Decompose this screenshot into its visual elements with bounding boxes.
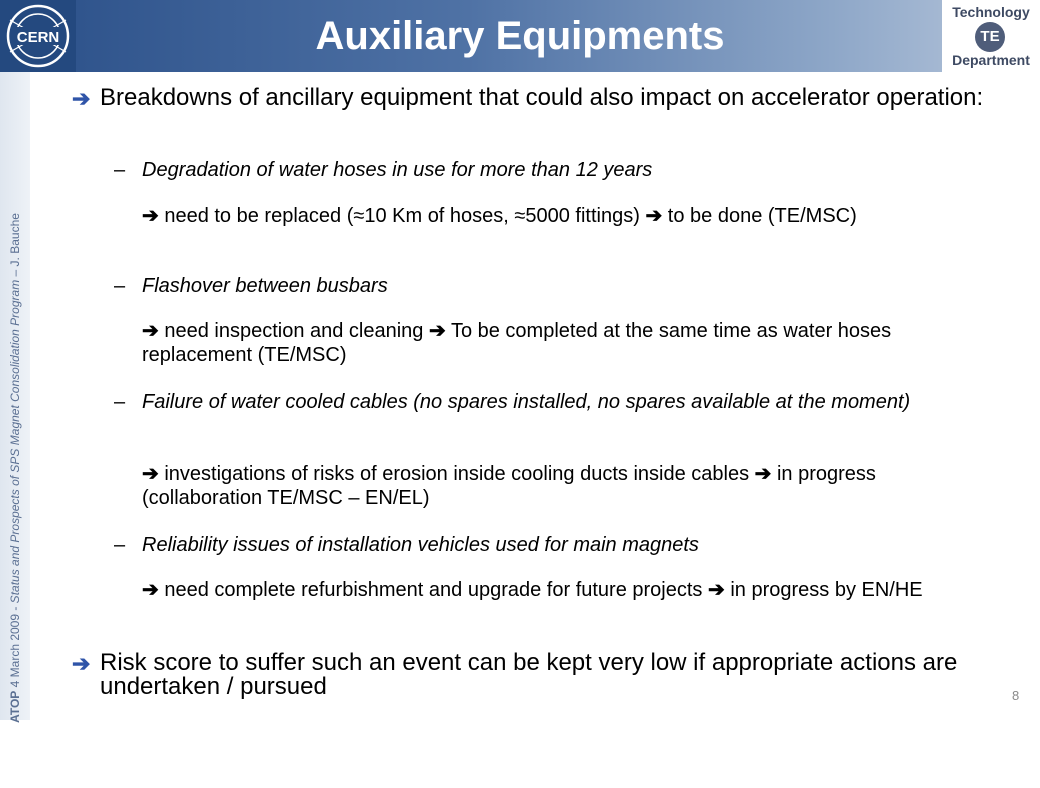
sub-item-2-detail (142, 319, 992, 367)
sub-item-3-heading: Failure of water cooled cables (no spares installed, no spares available at the moment) (142, 391, 911, 413)
main-bullet-2 (72, 651, 992, 699)
sub-item-2-detail-a: need inspection and cleaning (164, 320, 424, 342)
te-logo-line1: Technology (952, 4, 1030, 20)
dash-marker: – (114, 534, 126, 556)
sub-item-4-detail-a: need complete refurbishment and upgrade for future projects (164, 579, 703, 601)
sub-item-1-detail-b: to be done (TE/MSC) (667, 205, 857, 227)
sidebar-author: – J. Bauche (8, 213, 22, 280)
cern-logo-icon (0, 0, 76, 72)
te-logo-badge: TE (975, 22, 1005, 52)
dash-marker: – (114, 275, 126, 297)
bullet-arrow-icon: ➔ (72, 651, 91, 676)
main-bullet-1 (72, 86, 992, 110)
arrow-right-icon: ➔ (708, 579, 725, 601)
sidebar-talk-title: Status and Prospects of SPS Magnet Consolidation Program (8, 279, 22, 604)
sub-item-2-detail-b: To be completed at the same time as water hoses replacement (TE/MSC) (142, 320, 892, 366)
sub-item-2-heading: Flashover between busbars (142, 275, 388, 297)
sub-item-1-detail-a: need to be replaced (≈10 Km of hoses, ≈5000 fittings) (164, 205, 640, 227)
arrow-right-icon: ➔ (142, 320, 159, 342)
dash-marker: – (114, 159, 126, 181)
sub-item-4-detail (142, 578, 992, 602)
arrow-right-icon: ➔ (142, 463, 159, 485)
sub-item-3-detail (142, 462, 992, 510)
sub-item-1 (114, 158, 994, 182)
sub-item-4 (114, 533, 994, 557)
arrow-right-icon: ➔ (142, 205, 159, 227)
sub-item-2 (114, 274, 994, 298)
sub-item-1-detail (142, 204, 992, 228)
sub-item-3-detail-a: investigations of risks of erosion inside cooling ducts inside cables (164, 463, 750, 485)
sub-item-3-detail-b: in progress (collaboration TE/MSC – EN/EL) (142, 463, 876, 509)
sub-item-4-heading: Reliability issues of installation vehicles used for main magnets (142, 534, 699, 556)
dash-marker: – (114, 391, 126, 413)
arrow-right-icon: ➔ (142, 579, 159, 601)
slide-title: Auxiliary Equipments (315, 14, 725, 58)
sidebar-event: ATOP (8, 690, 22, 723)
sub-item-3 (114, 390, 994, 414)
te-logo-line3: Department (952, 52, 1030, 68)
main-bullet-2-text: Risk score to suffer such an event can be kept very low if appropriate actions are undertaken / pursued (100, 649, 958, 700)
sidebar-date: 4 March 2009 - (8, 603, 22, 691)
left-sidebar (0, 72, 30, 723)
te-department-logo (942, 0, 1040, 72)
arrow-right-icon: ➔ (428, 320, 446, 342)
arrow-right-icon: ➔ (754, 463, 772, 485)
sub-item-1-heading: Degradation of water hoses in use for more than 12 years (142, 159, 653, 181)
title-banner (0, 0, 1040, 72)
sidebar-caption (8, 148, 22, 788)
main-bullet-1-text: Breakdowns of ancillary equipment that could also impact on accelerator operation: (100, 84, 984, 111)
arrow-right-icon: ➔ (645, 205, 663, 227)
page-number: 8 (1012, 688, 1020, 703)
cern-logo-text: CERN (16, 29, 60, 46)
sub-item-4-detail-b: in progress by EN/HE (730, 579, 923, 601)
bullet-arrow-icon: ➔ (72, 86, 91, 111)
